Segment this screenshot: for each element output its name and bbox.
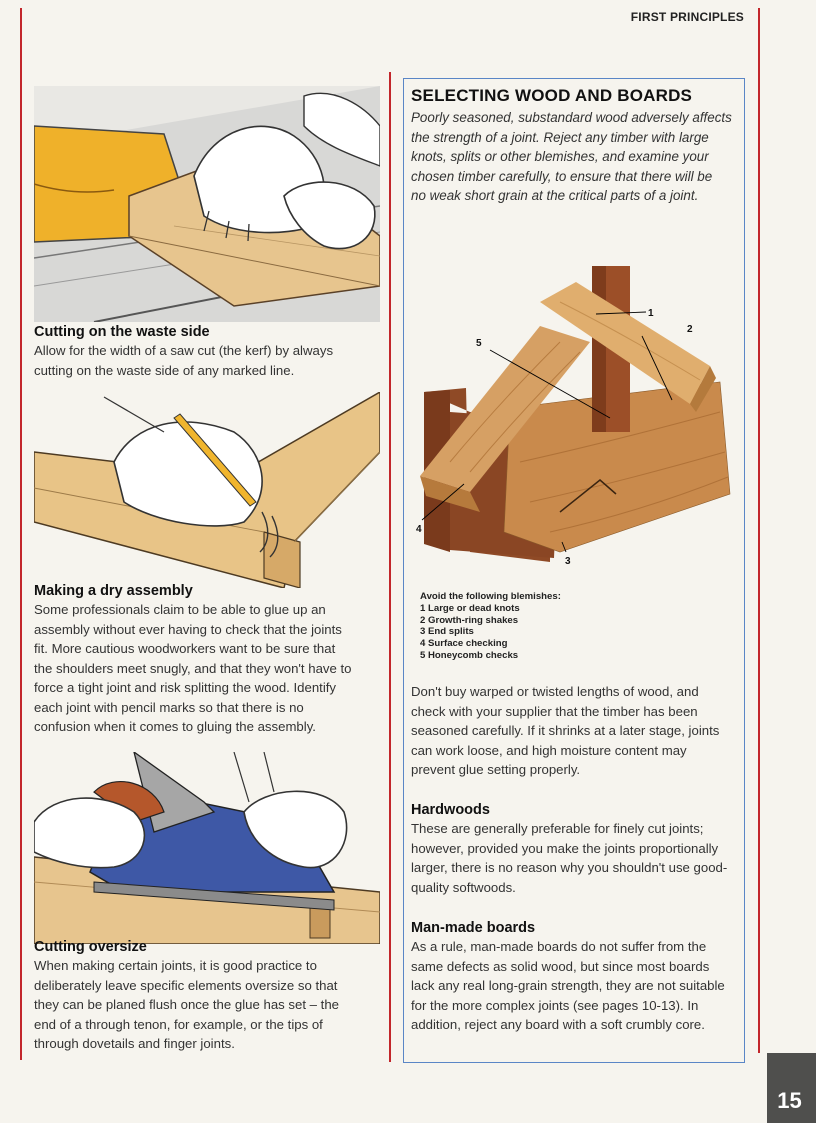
photo-label-3: 3 [565, 556, 571, 567]
line: confusion when it comes to gluing the assembly. [34, 719, 316, 734]
running-header: FIRST PRINCIPLES [630, 10, 744, 24]
sidebar-paragraph [411, 682, 743, 780]
line: lack any real long-grain strength, they are not suitable [411, 978, 725, 993]
line: When making certain joints, it is good practice to [34, 958, 317, 973]
photo-label-5: 5 [476, 338, 482, 349]
list-item: 3 End splits [420, 626, 474, 638]
line: can work loose, and high moisture content may [411, 742, 687, 758]
line: fit. More cautious woodworkers want to be sure that [34, 641, 336, 656]
dry-assembly-illustration [34, 392, 380, 588]
line: force a tight joint and risk splitting the wood. Identify [34, 680, 337, 695]
caption-dry-assembly [34, 582, 384, 737]
line: they can be planed flush once the glue has set – the [34, 997, 339, 1012]
text-waste-side [34, 341, 384, 380]
line: Allow for the width of a saw cut (the kerf) by always [34, 343, 334, 358]
list-item: 4 Surface checking [420, 638, 508, 650]
line: through dovetails and finger joints. [34, 1036, 235, 1051]
sidebar-title: SELECTING WOOD AND BOARDS [411, 86, 693, 105]
wood-blemishes-photo [410, 262, 740, 572]
line: Some professionals claim to be able to glue up an [34, 602, 326, 617]
table-saw-illustration [34, 86, 380, 322]
sidebar-intro [411, 108, 737, 206]
line: cutting on the waste side of any marked line. [34, 362, 295, 378]
line: each joint with pencil marks so that there is no [34, 699, 304, 715]
left-margin-rule [20, 8, 22, 1060]
line: the strength of a joint. Reject any timber with large [411, 129, 709, 145]
list-item: 1 Large or dead knots [420, 602, 520, 614]
caption-waste-side [34, 323, 384, 380]
line: These are generally preferable for finely cut joints; [411, 821, 704, 836]
line: assembly without ever having to check that the joints [34, 621, 342, 637]
right-margin-rule [758, 8, 760, 1053]
line: Poorly seasoned, substandard wood adversely affects [411, 110, 732, 125]
text-hardwoods [411, 819, 743, 897]
hardwoods-section [411, 801, 743, 897]
boards-section [411, 919, 743, 1035]
line: deliberately leave specific elements oversize so that [34, 977, 338, 993]
line: same defects as solid wood, but since most boards [411, 958, 710, 974]
line: As a rule, man-made boards do not suffer from the [411, 939, 707, 954]
blemish-list [420, 591, 680, 662]
heading-waste-side: Cutting on the waste side [34, 324, 210, 340]
line: no weak short grain at the critical parts of a joint. [411, 188, 699, 204]
line: Don't buy warped or twisted lengths of wood, and [411, 684, 699, 699]
line: however, provided you make the joints proportionally [411, 840, 719, 856]
line: for the more complex joints (see pages 10-13). In [411, 997, 699, 1013]
line: quality softwoods. [411, 879, 516, 895]
text-oversize [34, 956, 384, 1054]
list-item: 5 Honeycomb checks [420, 649, 519, 661]
caption-oversize [34, 938, 384, 1054]
line: addition, reject any board with a soft crumbly core. [411, 1017, 705, 1032]
heading-dry-assembly: Making a dry assembly [34, 583, 193, 599]
blemish-list-title: Avoid the following blemishes: [420, 591, 561, 602]
heading-boards: Man-made boards [411, 920, 536, 936]
line: the shoulders meet snugly, and that they won't have to [34, 660, 352, 676]
text-boards [411, 937, 743, 1035]
line: larger, there is no reason why you shouldn't use good- [411, 860, 728, 875]
line: chosen timber carefully, to ensure that there will be [411, 168, 713, 184]
list-item: 2 Growth-ring shakes [420, 614, 519, 626]
line: end of a through tenon, for example, or the tips of [34, 1016, 323, 1032]
column-divider-rule [389, 72, 391, 1062]
heading-hardwoods: Hardwoods [411, 802, 490, 818]
line: knots, splits or other blemishes, and examine your [411, 149, 709, 165]
plane-illustration [34, 752, 380, 944]
photo-label-2: 2 [687, 324, 693, 335]
line: prevent glue setting properly. [411, 762, 581, 777]
photo-label-1: 1 [648, 308, 654, 319]
photo-label-4: 4 [416, 524, 422, 535]
line: check with your supplier that the timber has been [411, 703, 698, 719]
text-dry-assembly [34, 600, 384, 737]
page-number: 15 [777, 1088, 802, 1113]
heading-oversize: Cutting oversize [34, 939, 147, 955]
line: seasoned carefully. If it shrinks at a later stage, joints [411, 723, 720, 738]
